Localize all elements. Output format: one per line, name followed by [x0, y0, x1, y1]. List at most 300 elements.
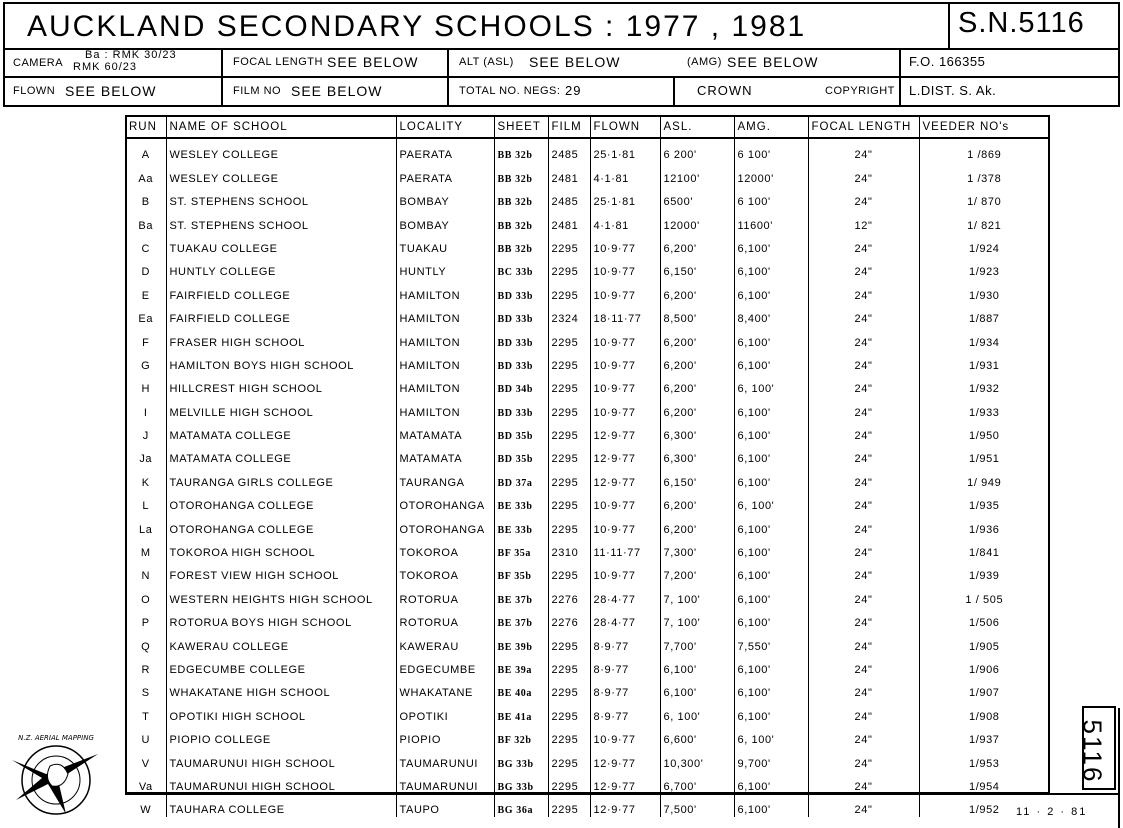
table-cell: S — [126, 677, 166, 700]
table-row — [126, 490, 1049, 513]
ldist-value: L.DIST. S. Ak. — [909, 83, 997, 98]
table-cell: ST. STEPHENS SCHOOL — [166, 186, 396, 209]
table-cell: 2295 — [548, 233, 590, 256]
table-cell: 24" — [808, 700, 919, 723]
table-cell: 1/ 949 — [967, 476, 1002, 489]
table-cell: BOMBAY — [396, 209, 494, 232]
sn-number: S.N.5116 — [958, 7, 1085, 39]
table-cell: 7,500' — [660, 794, 734, 817]
table-cell: MATAMATA — [396, 443, 494, 466]
table-cell: 8·9·77 — [590, 677, 660, 700]
table-cell: WESTERN HEIGHTS HIGH SCHOOL — [166, 583, 396, 606]
table-cell: BD 35b — [494, 420, 548, 443]
table-cell: BE 33b — [494, 490, 548, 513]
table-cell: 6,100' — [734, 583, 808, 606]
flown-cell — [5, 76, 223, 105]
table-cell: 6,200' — [660, 513, 734, 536]
col-header: FOCAL LENGTH — [808, 117, 919, 138]
table-cell: La — [126, 513, 166, 536]
table-cell: 10·9·77 — [590, 396, 660, 419]
film-cell — [223, 76, 449, 105]
table-cell: 8·9·77 — [590, 654, 660, 677]
table-cell: 24" — [808, 256, 919, 279]
table-cell: B — [126, 186, 166, 209]
table-cell: 7,200' — [660, 560, 734, 583]
table-cell: Q — [126, 630, 166, 653]
table-cell: 2295 — [548, 700, 590, 723]
table-row — [126, 654, 1049, 677]
table-row — [126, 560, 1049, 583]
alt-label: ALT (ASL) — [459, 56, 514, 68]
table-cell: 2295 — [548, 396, 590, 419]
table-cell: P — [126, 607, 166, 630]
table-cell: 1/953 — [968, 757, 1000, 770]
table-cell: BD 33b — [494, 326, 548, 349]
table-cell: 6,100' — [734, 256, 808, 279]
focal-label: FOCAL LENGTH — [233, 56, 323, 68]
table-cell: HUNTLY COLLEGE — [166, 256, 396, 279]
table-cell: EDGECUMBE — [396, 654, 494, 677]
alt-value: SEE BELOW — [529, 54, 621, 70]
table-cell: 2295 — [548, 466, 590, 489]
table-cell: 10·9·77 — [590, 326, 660, 349]
table-cell: 24" — [808, 279, 919, 302]
table-cell: 8,400' — [734, 303, 808, 326]
table-cell: WHAKATANE — [396, 677, 494, 700]
table-row — [126, 303, 1049, 326]
fo-cell — [901, 48, 1118, 76]
table-cell: TAUHARA COLLEGE — [166, 794, 396, 817]
table-cell: E — [126, 279, 166, 302]
camera-cell — [5, 48, 223, 76]
table-cell: 6,150' — [660, 256, 734, 279]
table-cell: MELVILLE HIGH SCHOOL — [166, 396, 396, 419]
table-cell: 6,100' — [734, 233, 808, 256]
table-cell: M — [126, 537, 166, 560]
table-cell: BE 37b — [494, 583, 548, 606]
table-cell: 2485 — [548, 186, 590, 209]
table-row — [126, 420, 1049, 443]
table-cell: 6,100' — [734, 443, 808, 466]
table-cell: 6,100' — [734, 513, 808, 536]
table-row — [126, 630, 1049, 653]
table-row — [126, 583, 1049, 606]
table-cell: 10·9·77 — [590, 256, 660, 279]
table-cell: BE 39a — [494, 654, 548, 677]
table-cell: 1/950 — [968, 430, 1000, 443]
table-cell: 6,100' — [734, 279, 808, 302]
table-cell: BOMBAY — [396, 186, 494, 209]
table-cell: 1/924 — [968, 242, 1000, 255]
table-cell: 12·9·77 — [590, 466, 660, 489]
table-cell: 24" — [808, 186, 919, 209]
table-cell: 6 100' — [734, 138, 808, 162]
table-cell: 6,100' — [660, 654, 734, 677]
table-cell: BB 32b — [494, 138, 548, 162]
negs-cell — [449, 76, 675, 105]
table-cell: W — [126, 794, 166, 817]
table-cell: 12000' — [734, 162, 808, 185]
table-cell: 24" — [808, 373, 919, 396]
table-cell: HAMILTON — [396, 350, 494, 373]
table-cell: 6,200' — [660, 373, 734, 396]
table-cell: BD 33b — [494, 279, 548, 302]
table-cell: 24" — [808, 560, 919, 583]
focal-value: SEE BELOW — [327, 54, 419, 70]
table-cell: 6,200' — [660, 279, 734, 302]
table-cell: 6,200' — [660, 326, 734, 349]
table-cell: KAWERAU COLLEGE — [166, 630, 396, 653]
table-cell: 2295 — [548, 513, 590, 536]
table-cell: OPOTIKI — [396, 700, 494, 723]
table-cell: 1/905 — [968, 640, 1000, 653]
camera-line2: RMK 60/23 — [73, 61, 138, 73]
table-cell: TAUMARUNUI HIGH SCHOOL — [166, 747, 396, 770]
table-cell: BE 37b — [494, 607, 548, 630]
table-cell: 6,100' — [734, 466, 808, 489]
table-cell: 6,100' — [660, 677, 734, 700]
table-cell: 2485 — [548, 138, 590, 162]
table-cell: 9,700' — [734, 747, 808, 770]
fo-value: F.O. 166355 — [909, 54, 986, 69]
table-cell: BD 33b — [494, 396, 548, 419]
table-cell: BD 33b — [494, 350, 548, 373]
table-row — [126, 607, 1049, 630]
table-cell: 2295 — [548, 630, 590, 653]
table-cell: MATAMATA COLLEGE — [166, 443, 396, 466]
table-cell: WHAKATANE HIGH SCHOOL — [166, 677, 396, 700]
table-cell: T — [126, 700, 166, 723]
table-cell: 2295 — [548, 794, 590, 817]
table-cell: 8,500' — [660, 303, 734, 326]
table-cell: 6,100' — [734, 420, 808, 443]
table-cell: 24" — [808, 630, 919, 653]
table-cell: 6,100' — [734, 654, 808, 677]
table-cell: BE 40a — [494, 677, 548, 700]
table-cell: 7,700' — [660, 630, 734, 653]
table-cell: V — [126, 747, 166, 770]
ldist-cell — [901, 76, 1118, 105]
table-cell: 11·11·77 — [590, 537, 660, 560]
table-cell: BF 35a — [494, 537, 548, 560]
table-cell: 24" — [808, 233, 919, 256]
table-cell: 1/937 — [968, 734, 1000, 747]
table-cell: TOKOROA — [396, 560, 494, 583]
table-cell: 6,100' — [734, 537, 808, 560]
table-cell: HUNTLY — [396, 256, 494, 279]
aerial-mapping-logo-icon — [6, 730, 102, 818]
table-row — [126, 537, 1049, 560]
table-cell: 6,100' — [734, 677, 808, 700]
table-cell: 12" — [808, 209, 919, 232]
table-cell: BB 32b — [494, 209, 548, 232]
table-cell: 24" — [808, 513, 919, 536]
table-cell: OTOROHANGA COLLEGE — [166, 513, 396, 536]
table-row — [126, 513, 1049, 536]
table-cell: 6,100' — [734, 350, 808, 373]
table-cell: 24" — [808, 583, 919, 606]
table-cell: N — [126, 560, 166, 583]
table-cell: R — [126, 654, 166, 677]
table-cell: MATAMATA — [396, 420, 494, 443]
table-cell: ROTORUA BOYS HIGH SCHOOL — [166, 607, 396, 630]
table-cell: FOREST VIEW HIGH SCHOOL — [166, 560, 396, 583]
table-cell: 1/841 — [968, 547, 1000, 560]
table-cell: BF 32b — [494, 724, 548, 747]
table-cell: C — [126, 233, 166, 256]
table-cell: 2276 — [548, 607, 590, 630]
table-cell: 1/906 — [968, 663, 1000, 676]
col-header: ASL. — [660, 117, 734, 138]
flown-row — [5, 76, 1118, 105]
table-cell: 1/930 — [968, 289, 1000, 302]
table-cell: TAUMARUNUI — [396, 747, 494, 770]
table-cell: 24" — [808, 724, 919, 747]
col-header: FILM — [548, 117, 590, 138]
table-cell: 10·9·77 — [590, 350, 660, 373]
table-cell: TAURANGA GIRLS COLLEGE — [166, 466, 396, 489]
table-cell: 11600' — [734, 209, 808, 232]
table-cell: 6 200' — [660, 138, 734, 162]
table-cell: BG 36a — [494, 794, 548, 817]
table-cell: 12·9·77 — [590, 443, 660, 466]
negs-label: TOTAL NO. NEGS: — [459, 85, 561, 97]
table-cell: PAERATA — [396, 138, 494, 162]
table-cell: 6, 100' — [734, 490, 808, 513]
table-cell: 24" — [808, 326, 919, 349]
table-cell: 2295 — [548, 677, 590, 700]
table-cell: 7, 100' — [660, 607, 734, 630]
table-cell: 10·9·77 — [590, 724, 660, 747]
col-header: AMG. — [734, 117, 808, 138]
table-cell: 10·9·77 — [590, 279, 660, 302]
crown-text: CROWN — [697, 83, 753, 98]
table-cell: 6, 100' — [734, 724, 808, 747]
table-cell: ST. STEPHENS SCHOOL — [166, 209, 396, 232]
title-row — [5, 4, 1118, 50]
table-cell: WESLEY COLLEGE — [166, 162, 396, 185]
table-cell: 12100' — [660, 162, 734, 185]
table-row — [126, 186, 1049, 209]
film-value: SEE BELOW — [291, 83, 383, 99]
table-cell: 10·9·77 — [590, 373, 660, 396]
sn-box — [948, 4, 1118, 48]
table-cell: EDGECUMBE COLLEGE — [166, 654, 396, 677]
table-cell: 6,100' — [734, 396, 808, 419]
table-cell: 2295 — [548, 350, 590, 373]
flown-label: FLOWN — [13, 85, 56, 97]
table-cell: HAMILTON — [396, 396, 494, 419]
alt-cell — [449, 48, 665, 76]
table-cell: BB 32b — [494, 186, 548, 209]
table-cell: 6,200' — [660, 490, 734, 513]
table-cell: 28·4·77 — [590, 583, 660, 606]
table-cell: 1/935 — [968, 500, 1000, 513]
col-header: SHEET — [494, 117, 548, 138]
table-row — [126, 443, 1049, 466]
table-row — [126, 209, 1049, 232]
table-cell: Ea — [126, 303, 166, 326]
table-cell: 1/ 870 — [967, 196, 1002, 209]
table-cell: 24" — [808, 396, 919, 419]
table-cell: 24" — [808, 677, 919, 700]
table-cell: 1/932 — [968, 383, 1000, 396]
camera-label: CAMERA — [13, 57, 64, 69]
table-cell: 24" — [808, 303, 919, 326]
side-number-box — [1077, 706, 1116, 790]
table-cell: OPOTIKI HIGH SCHOOL — [166, 700, 396, 723]
table-cell: 2295 — [548, 560, 590, 583]
table-cell: I — [126, 396, 166, 419]
table-cell: 2295 — [548, 373, 590, 396]
table-cell: 24" — [808, 466, 919, 489]
table-row — [126, 256, 1049, 279]
table-cell: FAIRFIELD COLLEGE — [166, 279, 396, 302]
table-cell: BE 39b — [494, 630, 548, 653]
table-cell: 6,150' — [660, 466, 734, 489]
table-cell: MATAMATA COLLEGE — [166, 420, 396, 443]
table-cell: A — [126, 138, 166, 162]
table-cell: O — [126, 583, 166, 606]
table-cell: 6,100' — [734, 560, 808, 583]
table-row — [126, 326, 1049, 349]
table-cell: 24" — [808, 794, 919, 817]
table-cell: H — [126, 373, 166, 396]
table-cell: 6,200' — [660, 350, 734, 373]
table-row — [126, 138, 1049, 162]
table-cell: 24" — [808, 747, 919, 770]
table-cell: 1/936 — [968, 523, 1000, 536]
table-cell: PAERATA — [396, 162, 494, 185]
table-cell: BD 34b — [494, 373, 548, 396]
table-cell: 1/939 — [968, 570, 1000, 583]
table-cell: 2295 — [548, 279, 590, 302]
table-cell: 25·1·81 — [590, 138, 660, 162]
table-cell: WESLEY COLLEGE — [166, 138, 396, 162]
table-cell: 4·1·81 — [590, 162, 660, 185]
table-cell: TAUMARUNUI HIGH SCHOOL — [166, 771, 396, 794]
table-cell: 7,300' — [660, 537, 734, 560]
table-cell: BD 35b — [494, 443, 548, 466]
table-cell: HAMILTON BOYS HIGH SCHOOL — [166, 350, 396, 373]
table-cell: ROTORUA — [396, 607, 494, 630]
table-row — [126, 724, 1049, 747]
table-row — [126, 373, 1049, 396]
table-cell: 1/908 — [968, 710, 1000, 723]
col-header: LOCALITY — [396, 117, 494, 138]
table-cell: 24" — [808, 443, 919, 466]
table-cell: 6 100' — [734, 186, 808, 209]
table-cell: 1/887 — [968, 313, 1000, 326]
table-cell: 2481 — [548, 209, 590, 232]
table-cell: 10·9·77 — [590, 233, 660, 256]
table-cell: J — [126, 420, 166, 443]
schools-table — [126, 117, 1049, 817]
table-cell: 8·9·77 — [590, 630, 660, 653]
table-cell: 2295 — [548, 654, 590, 677]
table-cell: BB 32b — [494, 162, 548, 185]
table-cell: BG 33b — [494, 747, 548, 770]
table-cell: Ja — [126, 443, 166, 466]
table-cell: 10·9·77 — [590, 490, 660, 513]
table-cell: G — [126, 350, 166, 373]
table-cell: 2324 — [548, 303, 590, 326]
table-cell: 2295 — [548, 724, 590, 747]
table-cell: 24" — [808, 607, 919, 630]
table-cell: 6, 100' — [734, 373, 808, 396]
table-cell: U — [126, 724, 166, 747]
table-cell: 1/931 — [968, 359, 1000, 372]
table-cell: TAUMARUNUI — [396, 771, 494, 794]
header-block — [3, 2, 1120, 107]
table-cell: 24" — [808, 771, 919, 794]
table-cell: TOKOROA HIGH SCHOOL — [166, 537, 396, 560]
table-cell: 12000' — [660, 209, 734, 232]
col-header: VEEDER NO's — [919, 117, 1049, 138]
table-cell: HILLCREST HIGH SCHOOL — [166, 373, 396, 396]
table-row — [126, 396, 1049, 419]
table-cell: 24" — [808, 654, 919, 677]
table-cell: 1/951 — [968, 453, 1000, 466]
table-cell: 1/952 — [968, 804, 1000, 817]
table-row — [126, 233, 1049, 256]
amg-cell — [665, 48, 901, 76]
table-cell: 12·9·77 — [590, 747, 660, 770]
amg-value: SEE BELOW — [727, 54, 819, 70]
table-cell: F — [126, 326, 166, 349]
table-cell: 6,300' — [660, 443, 734, 466]
sheet-date: 11 · 2 · 81 — [1016, 806, 1088, 818]
svg-text:N.Z. AERIAL MAPPING: N.Z. AERIAL MAPPING — [18, 734, 94, 742]
table-cell: 1 /869 — [967, 149, 1002, 162]
camera-line1: Ba : RMK 30/23 — [85, 49, 177, 61]
table-cell: 24" — [808, 537, 919, 560]
table-cell: 6,300' — [660, 420, 734, 443]
table-row — [126, 794, 1049, 817]
table-cell: 12·9·77 — [590, 794, 660, 817]
table-cell: 1/933 — [968, 406, 1000, 419]
table-cell: OTOROHANGA COLLEGE — [166, 490, 396, 513]
table-cell: K — [126, 466, 166, 489]
table-cell: HAMILTON — [396, 279, 494, 302]
table-cell: HAMILTON — [396, 326, 494, 349]
table-cell: L — [126, 490, 166, 513]
table-row — [126, 279, 1049, 302]
table-cell: 6,200' — [660, 396, 734, 419]
table-cell: 28·4·77 — [590, 607, 660, 630]
table-cell: 10·9·77 — [590, 560, 660, 583]
table-cell: BG 33b — [494, 771, 548, 794]
table-cell: TOKOROA — [396, 537, 494, 560]
table-cell: 1/ 821 — [967, 219, 1002, 232]
table-cell: 1/506 — [968, 617, 1000, 630]
col-header: NAME OF SCHOOL — [166, 117, 396, 138]
table-row — [126, 771, 1049, 794]
table-cell: 12·9·77 — [590, 420, 660, 443]
table-cell: 18·11·77 — [590, 303, 660, 326]
table-cell: TAUPO — [396, 794, 494, 817]
copyright-text: COPYRIGHT — [825, 85, 895, 97]
table-cell: BB 32b — [494, 233, 548, 256]
table-cell: TUAKAU COLLEGE — [166, 233, 396, 256]
table-cell: 24" — [808, 138, 919, 162]
table-row — [126, 350, 1049, 373]
table-cell: Ba — [126, 209, 166, 232]
table-cell: Va — [126, 771, 166, 794]
table-cell: 2310 — [548, 537, 590, 560]
table-row — [126, 677, 1049, 700]
page-title: AUCKLAND SECONDARY SCHOOLS : 1977 , 1981 — [27, 10, 807, 43]
